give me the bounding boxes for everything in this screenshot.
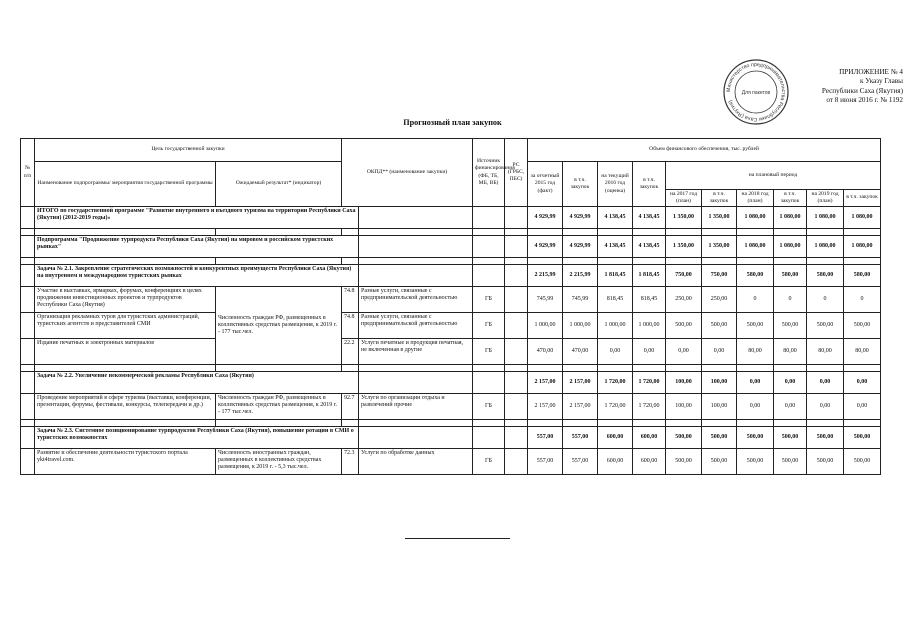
amount-cell: 1 720,00 xyxy=(633,394,666,420)
activity-name: Издание печатных и электронных материалов xyxy=(35,339,216,365)
okpd-name: Услуги печатные и продукция печатная, не включенная в другие xyxy=(359,339,473,365)
spacer-cell xyxy=(359,229,473,236)
section-row xyxy=(21,427,881,449)
okpd-name: Услуги по обработке данных xyxy=(359,449,473,475)
spacer-cell xyxy=(528,258,563,265)
row-spacer xyxy=(21,420,881,427)
amount-cell: 0,00 xyxy=(702,339,737,365)
amount-cell: 0,00 xyxy=(844,394,881,420)
spacer-cell xyxy=(35,420,216,427)
spacer-cell xyxy=(505,229,528,236)
rs-cell xyxy=(505,427,528,449)
spacer-cell xyxy=(737,365,774,372)
table-row xyxy=(21,313,881,339)
spacer-cell xyxy=(844,258,881,265)
spacer-cell xyxy=(774,258,807,265)
header-2017-purchases: в т.ч. закупок xyxy=(702,189,737,206)
spacer-cell xyxy=(473,229,505,236)
row-number-cell xyxy=(21,287,35,313)
spacer-cell xyxy=(216,365,342,372)
amount-cell: 4 929,99 xyxy=(563,207,598,229)
amount-cell: 0,00 xyxy=(774,394,807,420)
spacer-cell xyxy=(844,420,881,427)
amount-cell: 100,00 xyxy=(666,394,702,420)
amount-cell: 1 080,00 xyxy=(774,207,807,229)
spacer-cell xyxy=(563,229,598,236)
amount-cell: 557,00 xyxy=(563,427,598,449)
funding-source xyxy=(473,427,505,449)
header-goal: Цель государственной закупки xyxy=(35,139,342,162)
header-2019: на 2019 год (план) xyxy=(807,189,844,206)
header-rs: РС (ГРБС, ПБС) xyxy=(505,139,528,207)
amount-cell: 500,00 xyxy=(666,427,702,449)
amount-cell: 1 818,45 xyxy=(633,265,666,287)
section-label: Задача № 2.3. Системное позиционирование турпродуктов Республики Саха (Якутия), повышение ротации в СМИ о туристских возможностях xyxy=(35,427,359,449)
amount-cell: 500,00 xyxy=(844,449,881,475)
spacer-cell xyxy=(505,365,528,372)
section-label: Подпрограмма "Продвижение турпродукта Республики Саха (Якутия) на мировом и российском туристских рынках" xyxy=(35,236,359,258)
amount-cell: 600,00 xyxy=(598,449,633,475)
amount-cell: 80,00 xyxy=(807,339,844,365)
amount-cell: 750,00 xyxy=(702,265,737,287)
spacer-cell xyxy=(702,365,737,372)
spacer-cell xyxy=(21,229,35,236)
section-row xyxy=(21,236,881,258)
amount-cell: 500,00 xyxy=(807,427,844,449)
amount-cell: 600,00 xyxy=(633,449,666,475)
row-number-cell xyxy=(21,207,35,229)
spacer-cell xyxy=(737,258,774,265)
funding-source xyxy=(473,207,505,229)
okpd-name xyxy=(359,427,473,449)
row-number-cell xyxy=(21,265,35,287)
amount-cell: 80,00 xyxy=(844,339,881,365)
funding-source xyxy=(473,265,505,287)
table-row xyxy=(21,339,881,365)
header-2018: на 2018 год (план) xyxy=(737,189,774,206)
amount-cell: 4 929,99 xyxy=(563,236,598,258)
okpd-name xyxy=(359,372,473,394)
official-seal xyxy=(722,58,790,126)
spacer-cell xyxy=(702,229,737,236)
okpd-code: 72.3 xyxy=(342,449,359,475)
spacer-cell xyxy=(528,420,563,427)
amount-cell: 500,00 xyxy=(666,313,702,339)
amount-cell: 818,45 xyxy=(633,287,666,313)
appendix-line: Республики Саха (Якутия) xyxy=(821,86,903,95)
appendix-block xyxy=(793,68,903,106)
amount-cell: 1 000,00 xyxy=(563,313,598,339)
spacer-cell xyxy=(666,365,702,372)
amount-cell: 4 138,45 xyxy=(598,207,633,229)
appendix-line: от 8 июня 2016 г. № 1192 xyxy=(826,96,903,105)
amount-cell: 500,00 xyxy=(774,449,807,475)
program-total-label: ИТОГО по государственной программе "Развитие внутреннего и въездного туризма на территории Республики Саха (Якутия) (2012-2019 годы)» xyxy=(35,207,359,229)
section-label: Задача № 2.2. Увеличение некоммерческой рекламы Республики Саха (Якутия) xyxy=(35,372,359,394)
row-number-cell xyxy=(21,313,35,339)
amount-cell: 1 080,00 xyxy=(807,207,844,229)
amount-cell: 1 350,00 xyxy=(666,236,702,258)
amount-cell: 2 157,00 xyxy=(528,394,563,420)
okpd-name: Разные услуги, связанные с предпринимательской деятельностью xyxy=(359,287,473,313)
amount-cell: 1 000,00 xyxy=(528,313,563,339)
amount-cell: 100,00 xyxy=(702,372,737,394)
amount-cell: 2 215,99 xyxy=(563,265,598,287)
amount-cell: 500,00 xyxy=(844,427,881,449)
spacer-cell xyxy=(563,420,598,427)
spacer-cell xyxy=(528,229,563,236)
amount-cell: 500,00 xyxy=(774,427,807,449)
spacer-cell xyxy=(528,365,563,372)
amount-cell: 600,00 xyxy=(598,427,633,449)
funding-source xyxy=(473,372,505,394)
funding-source: ГБ xyxy=(473,287,505,313)
rs-cell xyxy=(505,339,528,365)
amount-cell: 80,00 xyxy=(774,339,807,365)
amount-cell: 1 080,00 xyxy=(774,236,807,258)
row-number-cell xyxy=(21,236,35,258)
amount-cell: 1 000,00 xyxy=(633,313,666,339)
header-okpd: ОКПД** (наименование закупки) xyxy=(342,139,473,207)
spacer-cell xyxy=(473,420,505,427)
amount-cell: 470,00 xyxy=(563,339,598,365)
spacer-cell xyxy=(774,420,807,427)
okpd-name: Разные услуги, связанные с предпринимательской деятельностью xyxy=(359,313,473,339)
header-result: Ожидаемый результат* (индикатор) xyxy=(216,162,342,207)
header-2015: за отчетный 2015 год (факт) xyxy=(528,162,563,207)
amount-cell: 0,00 xyxy=(633,339,666,365)
amount-cell: 1 080,00 xyxy=(807,236,844,258)
amount-cell: 1 080,00 xyxy=(844,207,881,229)
amount-cell: 500,00 xyxy=(702,313,737,339)
header-2019-purchases: в т.ч. закупок xyxy=(844,189,881,206)
row-number-cell xyxy=(21,339,35,365)
spacer-cell xyxy=(807,365,844,372)
seal-text: Министерство предпринимательства Республики Саха (Якутия) xyxy=(725,61,787,123)
amount-cell: 500,00 xyxy=(666,449,702,475)
okpd-code: 22.2 xyxy=(342,339,359,365)
rs-cell xyxy=(505,372,528,394)
rs-cell xyxy=(505,207,528,229)
okpd-name xyxy=(359,265,473,287)
procurement-plan-table xyxy=(20,138,881,475)
section-row xyxy=(21,265,881,287)
funding-source: ГБ xyxy=(473,313,505,339)
amount-cell: 580,00 xyxy=(774,265,807,287)
rs-cell xyxy=(505,394,528,420)
amount-cell: 1 818,45 xyxy=(598,265,633,287)
spacer-cell xyxy=(342,365,359,372)
row-spacer xyxy=(21,229,881,236)
funding-source: ГБ xyxy=(473,339,505,365)
amount-cell: 0,00 xyxy=(598,339,633,365)
row-number-cell xyxy=(21,427,35,449)
spacer-cell xyxy=(702,420,737,427)
row-number-cell xyxy=(21,449,35,475)
amount-cell: 0 xyxy=(807,287,844,313)
total-row xyxy=(21,207,881,229)
spacer-cell xyxy=(342,229,359,236)
spacer-cell xyxy=(844,365,881,372)
spacer-cell xyxy=(35,258,216,265)
amount-cell: 0,00 xyxy=(807,372,844,394)
amount-cell: 1 000,00 xyxy=(598,313,633,339)
amount-cell: 0,00 xyxy=(844,372,881,394)
amount-cell: 4 138,45 xyxy=(633,236,666,258)
amount-cell: 1 720,00 xyxy=(598,394,633,420)
funding-source: ГБ xyxy=(473,394,505,420)
spacer-cell xyxy=(598,258,633,265)
amount-cell: 500,00 xyxy=(807,313,844,339)
spacer-cell xyxy=(21,365,35,372)
amount-cell: 1 080,00 xyxy=(844,236,881,258)
amount-cell: 0,00 xyxy=(737,372,774,394)
amount-cell: 2 157,00 xyxy=(528,372,563,394)
spacer-cell xyxy=(774,365,807,372)
spacer-cell xyxy=(21,420,35,427)
okpd-name xyxy=(359,207,473,229)
spacer-cell xyxy=(737,420,774,427)
spacer-cell xyxy=(359,420,473,427)
header-volume: Объем финансового обеспечения, тыс. рублей xyxy=(528,139,881,162)
amount-cell: 4 929,99 xyxy=(528,207,563,229)
amount-cell: 500,00 xyxy=(702,427,737,449)
amount-cell: 500,00 xyxy=(844,313,881,339)
row-number-cell xyxy=(21,394,35,420)
okpd-code: 74.8 xyxy=(342,287,359,313)
amount-cell: 580,00 xyxy=(807,265,844,287)
seal-center-text: Для пакетов xyxy=(741,90,771,96)
amount-cell: 0,00 xyxy=(737,394,774,420)
spacer-cell xyxy=(666,420,702,427)
expected-result: Численность иностранных граждан, размещенных в коллективных средствах размещения, к 2019 г. - 5,3 тыс.чел. xyxy=(216,449,342,475)
activity-name: Проведение мероприятий в сфере туризма (выставки, конференции, презентации, форумы, фестивали, конкурсы, телепередачи и др.) xyxy=(35,394,216,420)
amount-cell: 1 720,00 xyxy=(633,372,666,394)
spacer-cell xyxy=(807,258,844,265)
header-2016-purchases: в т.ч. закупок xyxy=(633,162,666,207)
amount-cell: 557,00 xyxy=(563,449,598,475)
spacer-cell xyxy=(598,365,633,372)
amount-cell: 1 350,00 xyxy=(702,236,737,258)
table-row xyxy=(21,449,881,475)
amount-cell: 580,00 xyxy=(737,265,774,287)
amount-cell: 80,00 xyxy=(737,339,774,365)
spacer-cell xyxy=(633,258,666,265)
spacer-cell xyxy=(35,365,216,372)
spacer-cell xyxy=(21,258,35,265)
spacer-cell xyxy=(807,420,844,427)
header-planned: на плановый период xyxy=(666,162,881,190)
amount-cell: 0,00 xyxy=(666,339,702,365)
rs-cell xyxy=(505,265,528,287)
row-number-cell xyxy=(21,372,35,394)
amount-cell: 0 xyxy=(737,287,774,313)
amount-cell: 1 080,00 xyxy=(737,207,774,229)
amount-cell: 1 350,00 xyxy=(702,207,737,229)
appendix-line: к Указу Главы xyxy=(859,77,903,86)
spacer-cell xyxy=(35,229,216,236)
amount-cell: 0,00 xyxy=(774,372,807,394)
table-row xyxy=(21,394,881,420)
spacer-cell xyxy=(598,420,633,427)
amount-cell: 0 xyxy=(774,287,807,313)
amount-cell: 745,99 xyxy=(563,287,598,313)
row-spacer xyxy=(21,365,881,372)
amount-cell: 500,00 xyxy=(737,449,774,475)
amount-cell: 2 157,00 xyxy=(563,394,598,420)
header-name: Наименование подпрограммы/ мероприятия государственной программы xyxy=(35,162,216,207)
amount-cell: 250,00 xyxy=(702,287,737,313)
okpd-name: Услуги по организации отдыха и развлечений прочие xyxy=(359,394,473,420)
amount-cell: 500,00 xyxy=(737,313,774,339)
spacer-cell xyxy=(666,258,702,265)
spacer-cell xyxy=(359,365,473,372)
page-title: Прогнозный план закупок xyxy=(403,118,502,127)
header-source: Источник финансирования (ФБ, ТБ, МБ, ВБ) xyxy=(473,139,505,207)
spacer-cell xyxy=(216,229,342,236)
amount-cell: 0,00 xyxy=(807,394,844,420)
spacer-cell xyxy=(216,420,342,427)
amount-cell: 1 720,00 xyxy=(598,372,633,394)
amount-cell: 500,00 xyxy=(702,449,737,475)
spacer-cell xyxy=(342,420,359,427)
spacer-cell xyxy=(633,365,666,372)
spacer-cell xyxy=(505,420,528,427)
amount-cell: 818,45 xyxy=(598,287,633,313)
section-label: Задача № 2.1. Закрепление стратегических возможностей и конкурентных преимуществ Республики Саха (Якутия) на внутреннем и международном туристских рынках xyxy=(35,265,359,287)
okpd-name xyxy=(359,236,473,258)
row-spacer xyxy=(21,258,881,265)
footer-divider xyxy=(405,538,510,539)
activity-name: Организация рекламных туров для туристских администраций, туристских агентств и представителей СМИ xyxy=(35,313,216,339)
header-2016: на текущий 2016 год (оценка) xyxy=(598,162,633,207)
spacer-cell xyxy=(807,229,844,236)
amount-cell: 0 xyxy=(844,287,881,313)
amount-cell: 580,00 xyxy=(844,265,881,287)
spacer-cell xyxy=(666,229,702,236)
amount-cell: 745,99 xyxy=(528,287,563,313)
amount-cell: 4 138,45 xyxy=(633,207,666,229)
spacer-cell xyxy=(633,420,666,427)
spacer-cell xyxy=(473,258,505,265)
activity-name: Участие в выставках, ярмарках, форумах, конференциях в целях продвижения инвестиционных проектов и турпродуктов Республики Саха (Якутия) xyxy=(35,287,216,313)
spacer-cell xyxy=(563,258,598,265)
spacer-cell xyxy=(563,365,598,372)
spacer-cell xyxy=(774,229,807,236)
spacer-cell xyxy=(473,365,505,372)
appendix-line: ПРИЛОЖЕНИЕ № 4 xyxy=(839,68,903,76)
amount-cell: 470,00 xyxy=(528,339,563,365)
amount-cell: 750,00 xyxy=(666,265,702,287)
amount-cell: 557,00 xyxy=(528,427,563,449)
okpd-code: 92.7 xyxy=(342,394,359,420)
spacer-cell xyxy=(844,229,881,236)
spacer-cell xyxy=(342,258,359,265)
amount-cell: 2 157,00 xyxy=(563,372,598,394)
rs-cell xyxy=(505,449,528,475)
amount-cell: 500,00 xyxy=(774,313,807,339)
amount-cell: 1 080,00 xyxy=(737,236,774,258)
amount-cell: 100,00 xyxy=(666,372,702,394)
header-2018-purchases: в т.ч. закупок xyxy=(774,189,807,206)
amount-cell: 250,00 xyxy=(666,287,702,313)
spacer-cell xyxy=(216,258,342,265)
header-2015-purchases: в т.ч. закупок xyxy=(563,162,598,207)
section-row xyxy=(21,372,881,394)
amount-cell: 4 138,45 xyxy=(598,236,633,258)
activity-name: Развитие и обеспечение деятельности туристского портала ykt4travel.com. xyxy=(35,449,216,475)
spacer-cell xyxy=(702,258,737,265)
expected-result: Численность граждан РФ, размещенных в коллективных средствах размещения, к 2019 г. - 177 тыс.чел. xyxy=(216,394,342,420)
header-no: № п/п xyxy=(21,139,35,207)
funding-source xyxy=(473,236,505,258)
amount-cell: 600,00 xyxy=(633,427,666,449)
funding-source: ГБ xyxy=(473,449,505,475)
rs-cell xyxy=(505,313,528,339)
spacer-cell xyxy=(359,258,473,265)
amount-cell: 4 929,99 xyxy=(528,236,563,258)
spacer-cell xyxy=(737,229,774,236)
amount-cell: 500,00 xyxy=(737,427,774,449)
header-2017: на 2017 год (план) xyxy=(666,189,702,206)
spacer-cell xyxy=(505,258,528,265)
spacer-cell xyxy=(598,229,633,236)
rs-cell xyxy=(505,287,528,313)
amount-cell: 1 350,00 xyxy=(666,207,702,229)
amount-cell: 557,00 xyxy=(528,449,563,475)
expected-result: Численность граждан РФ, размещенных в коллективных средствах размещения, к 2019 г. - 177 тыс.чел. xyxy=(216,287,342,365)
amount-cell: 500,00 xyxy=(807,449,844,475)
amount-cell: 2 215,99 xyxy=(528,265,563,287)
rs-cell xyxy=(505,236,528,258)
spacer-cell xyxy=(633,229,666,236)
okpd-code: 74.8 xyxy=(342,313,359,339)
amount-cell: 100,00 xyxy=(702,394,737,420)
table-row xyxy=(21,287,881,313)
